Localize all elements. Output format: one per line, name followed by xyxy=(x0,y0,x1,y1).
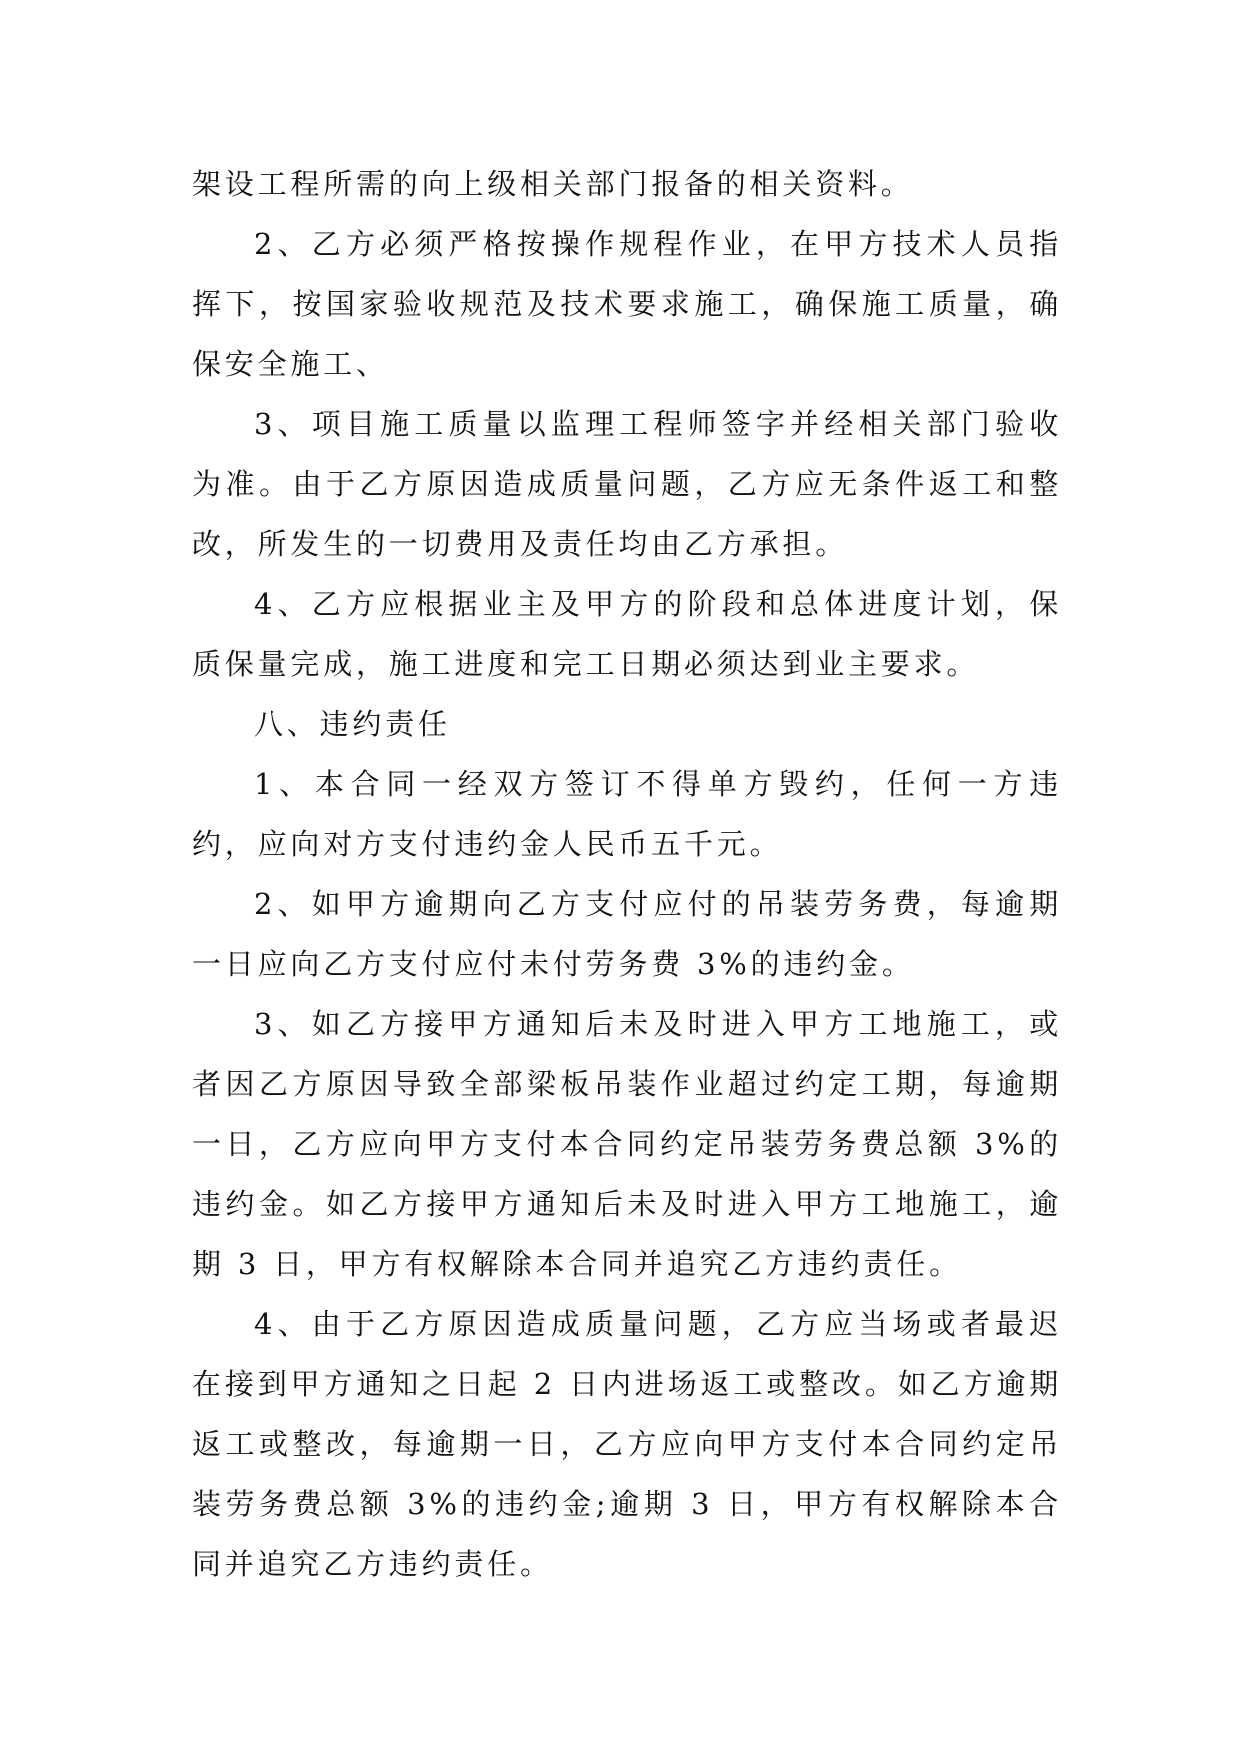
document-body xyxy=(192,154,1062,1594)
paragraph-clause-2: 2、乙方必须严格按操作规程作业，在甲方技术人员指挥下，按国家验收规范及技术要求施工，确保施工质量，确保安全施工、 xyxy=(192,227,1062,381)
paragraph-clause-3: 3、项目施工质量以监理工程师签字并经相关部门验收为准。由于乙方原因造成质量问题，乙方应无条件返工和整改，所发生的一切费用及责任均由乙方承担。 xyxy=(192,407,1062,561)
paragraph-clause-4: 4、乙方应根据业主及甲方的阶段和总体进度计划，保质保量完成，施工进度和完工日期必须达到业主要求。 xyxy=(192,587,1062,681)
paragraph-continuation: 架设工程所需的向上级相关部门报备的相关资料。 xyxy=(192,167,914,201)
section-heading-breach-liability: 八、违约责任 xyxy=(254,707,451,741)
paragraph-breach-3: 3、如乙方接甲方通知后未及时进入甲方工地施工，或者因乙方原因导致全部梁板吊装作业超过约定工期，每逾期一日，乙方应向甲方支付本合同约定吊装劳务费总额 3%的违约金。如乙方接甲方通知后未及时进入甲方工地施工，逾期 3 日，甲方有权解除本合同并追究乙方违约责任。 xyxy=(192,1007,1062,1281)
paragraph-breach-2: 2、如甲方逾期向乙方支付应付的吊装劳务费，每逾期一日应向乙方支付应付未付劳务费 3%的违约金。 xyxy=(192,887,1062,981)
paragraph-breach-4: 4、由于乙方原因造成质量问题，乙方应当场或者最迟在接到甲方通知之日起 2 日内进场返工或整改。如乙方逾期返工或整改，每逾期一日，乙方应向甲方支付本合同约定吊装劳务费总额 3%的违约金;逾期 3 日，甲方有权解除本合同并追究乙方违约责任。 xyxy=(192,1307,1062,1581)
paragraph-breach-1: 1、本合同一经双方签订不得单方毁约，任何一方违约，应向对方支付违约金人民币五千元。 xyxy=(192,767,1062,861)
